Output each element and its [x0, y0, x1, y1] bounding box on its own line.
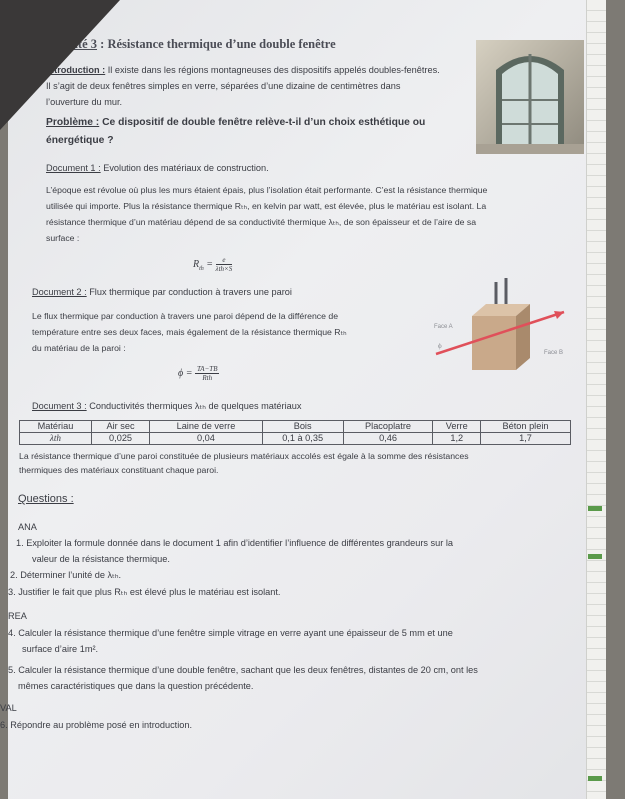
- question-4-line-1: 4. Calculer la résistance thermique d’une fenêtre simple vitrage en verre ayant une épaisseur de 5 mm et une: [8, 628, 453, 638]
- doc2-line-3: du matériau de la paroi :: [32, 343, 126, 353]
- skill-val: VAL: [0, 703, 17, 713]
- doc3-heading: Document 3 : Conductivités thermiques λₜₕ de quelques matériaux: [32, 401, 302, 411]
- window-photo: [476, 40, 584, 154]
- table-cell: 0,04: [150, 433, 262, 445]
- doc1-line-4: surface :: [46, 233, 80, 243]
- table-cell: λth: [20, 433, 92, 445]
- doc3-note-2: thermiques des matériaux constituant chaque paroi.: [19, 465, 219, 475]
- question-3: 3. Justifier le fait que plus Rₜₕ est élevé plus le matériau est isolant.: [8, 587, 281, 597]
- shadow-corner: [0, 0, 123, 130]
- doc2-heading: Document 2 : Flux thermique par conduction à travers une paroi: [32, 287, 292, 297]
- doc1-line-1: L’époque est révolue où plus les murs étaient épais, plus l’isolation était performante. C’est la résistance thermique: [46, 185, 488, 195]
- intro-line-2: Il s’agit de deux fenêtres simples en verre, séparées d’une dizaine de centimètres dans: [46, 81, 401, 91]
- skill-rea: REA: [8, 611, 27, 621]
- table-cell: Laine de verre: [150, 421, 262, 433]
- doc1-heading: Document 1 : Evolution des matériaux de construction.: [46, 163, 269, 173]
- doc2-line-1: Le flux thermique par conduction à travers une paroi dépend de la différence de: [32, 311, 339, 321]
- question-1-line-2: valeur de la résistance thermique.: [32, 554, 170, 564]
- page-edge: [586, 0, 606, 799]
- table-header-row: [20, 421, 571, 433]
- questions-heading: Questions :: [18, 493, 74, 505]
- margin-marker: [588, 776, 602, 781]
- thermal-resistance-formula: $R_{th}$ = $\frac{e}{\text{λth×S}}$: [193, 256, 233, 274]
- skill-ana: ANA: [18, 522, 37, 532]
- question-1-line-1: 1. Exploiter la formule donnée dans le document 1 afin d’identifier l’influence de différentes grandeurs sur la: [16, 538, 454, 548]
- conductivity-table: [19, 420, 571, 445]
- doc2-line-2: température entre ses deux faces, mais également de la résistance thermique Rₜₕ: [32, 327, 347, 337]
- doc3-note-1: La résistance thermique d’une paroi constituée de plusieurs matériaux accolés est égale à la somme des résistances: [19, 451, 469, 461]
- face-a-label: Face A: [434, 324, 453, 330]
- problem-line-1: Problème : Ce dispositif de double fenêtre relève-t-il d’un choix esthétique ou: [46, 117, 426, 128]
- table-cell: Bois: [262, 421, 343, 433]
- question-6: 6. Répondre au problème posé en introduction.: [0, 720, 193, 730]
- question-2: 2. Déterminer l’unité de λₜₕ.: [10, 570, 122, 580]
- doc1-line-3: résistance thermique d’un matériau dépend de sa conductivité thermique λₜₕ, de son épaisseur et de l’aire de sa: [46, 217, 477, 227]
- table-cell: 1,2: [433, 433, 481, 445]
- intro-line-1: Introduction : Il existe dans les régions montagneuses des dispositifs appelés doubles-fenêtres.: [46, 65, 440, 75]
- table-cell: 1,7: [481, 433, 571, 445]
- table-cell: 0,1 à 0,35: [262, 433, 343, 445]
- table-cell: 0,025: [91, 433, 149, 445]
- table-cell: Béton plein: [481, 421, 571, 433]
- doc1-line-2: utilisée qui importe. Plus la résistance thermique Rₜₕ, en kelvin par watt, est élevée, plus le matériau est isolant. La: [46, 201, 487, 211]
- intro-line-3: l’ouverture du mur.: [46, 97, 123, 107]
- wall-heat-flux-diagram: [426, 276, 576, 384]
- question-5-line-1: 5. Calculer la résistance thermique d’une double fenêtre, sachant que les deux fenêtres, distantes de 20 cm, ont les: [8, 665, 478, 675]
- flux-arrow-head: [554, 311, 564, 319]
- table-cell: 0,46: [343, 433, 433, 445]
- problem-line-2: énergétique ?: [46, 135, 114, 146]
- activity-title: Activité 3 : Résistance thermique d’une double fenêtre: [46, 37, 336, 51]
- table-cell: Air sec: [91, 421, 149, 433]
- table-row: [20, 433, 571, 445]
- margin-marker: [588, 506, 602, 511]
- table-cell: Placoplatre: [343, 421, 433, 433]
- face-b-label: Face B: [544, 350, 564, 356]
- question-4-line-2: surface d’aire 1m².: [22, 644, 99, 654]
- wall-block: [472, 316, 516, 370]
- flux-label: ϕ: [438, 342, 442, 350]
- table-cell: Verre: [433, 421, 481, 433]
- margin-marker: [588, 554, 602, 559]
- table-cell: Matériau: [20, 421, 92, 433]
- question-5-line-2: mêmes caractéristiques que dans la question précédente.: [18, 681, 254, 691]
- heat-flux-formula: ϕ = $\frac{TA-TB}{\text{Rth}}$: [178, 365, 218, 383]
